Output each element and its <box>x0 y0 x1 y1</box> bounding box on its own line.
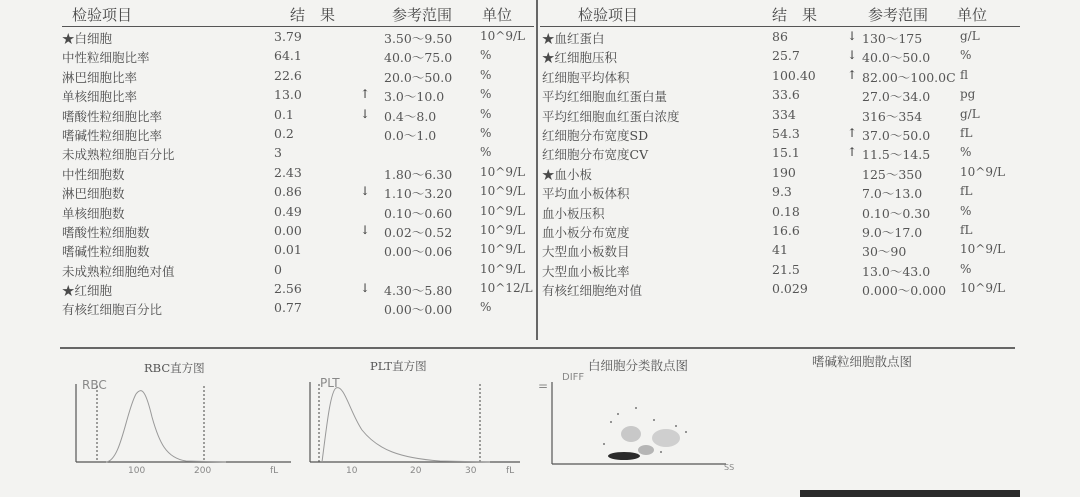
left-table-header <box>62 0 534 27</box>
result-value: 13.0 <box>274 87 302 103</box>
result-row <box>62 46 534 65</box>
result-unit: fL <box>960 222 973 237</box>
result-row <box>540 163 1020 182</box>
result-name: 嗜酸性粒细胞数 <box>62 224 150 240</box>
result-range: 82.00～100.0C <box>862 69 956 85</box>
result-range: 0.10～0.30 <box>862 205 931 221</box>
result-row <box>540 46 1020 65</box>
result-name: 中性细胞数 <box>62 166 125 182</box>
result-name: ★红细胞 <box>62 283 113 299</box>
result-name: 嗜碱性粒细胞比率 <box>62 127 163 143</box>
result-range: 30～90 <box>862 244 907 260</box>
rbc-tick-100: 100 <box>128 466 146 476</box>
result-unit: % <box>480 125 492 140</box>
rbc-histogram-title: RBC直方图 <box>144 361 205 375</box>
result-name: 红细胞分布宽度CV <box>542 147 649 163</box>
result-flag: ↑ <box>847 67 858 82</box>
result-unit: % <box>960 203 972 218</box>
result-name: 未成熟粒细胞百分比 <box>62 147 175 163</box>
result-unit: fl <box>960 67 969 82</box>
result-name: 平均血小板体积 <box>542 186 630 202</box>
result-value: 2.43 <box>274 164 302 180</box>
result-row <box>540 124 1020 143</box>
bottom-edge-stamp <box>800 490 1020 497</box>
result-value: 0.86 <box>274 184 302 200</box>
right-results-column <box>540 0 1020 298</box>
result-name: 嗜碱性粒细胞数 <box>62 244 150 260</box>
result-row <box>540 105 1020 124</box>
result-unit: fL <box>960 184 973 199</box>
result-unit: 10^9/L <box>480 222 525 237</box>
result-flag: ↓ <box>360 106 371 121</box>
result-row <box>540 182 1020 201</box>
result-name: 红细胞分布宽度SD <box>542 127 649 143</box>
result-range: 0.4～8.0 <box>384 108 437 124</box>
result-name: ★白细胞 <box>62 31 113 46</box>
result-name: 大型血小板比率 <box>542 263 630 279</box>
result-value: 3.79 <box>274 29 302 44</box>
result-unit: g/L <box>960 29 980 43</box>
result-range: 11.5～14.5 <box>862 147 931 163</box>
result-row <box>62 260 534 279</box>
plt-histogram-label: PLT <box>320 376 340 390</box>
result-row <box>540 240 1020 259</box>
result-row <box>540 143 1020 162</box>
result-unit: 10^9/L <box>960 164 1005 179</box>
result-row <box>62 163 534 182</box>
rbc-tick-200: 200 <box>194 466 212 476</box>
result-name: 淋巴细胞比率 <box>62 69 138 85</box>
right-table-header <box>540 0 1020 27</box>
header-unit: 单位 <box>957 6 988 24</box>
result-unit: % <box>480 48 492 63</box>
result-range: 37.0～50.0 <box>862 127 931 143</box>
result-name: 中性粒细胞比率 <box>62 50 150 66</box>
result-name: ★血红蛋白 <box>542 31 605 46</box>
result-unit: 10^9/L <box>480 203 525 218</box>
result-flag: ↓ <box>360 281 371 296</box>
result-name: 单核细胞比率 <box>62 89 138 105</box>
rbc-histogram-label: RBC <box>82 378 107 392</box>
result-row <box>62 221 534 240</box>
result-unit: 10^9/L <box>960 281 1005 296</box>
result-name: ★红细胞压积 <box>542 50 618 66</box>
result-value: 9.3 <box>772 184 792 200</box>
result-range: 7.0～13.0 <box>862 186 923 202</box>
result-unit: 10^9/L <box>480 29 525 43</box>
result-unit: % <box>960 145 972 160</box>
plt-histogram <box>300 372 530 476</box>
result-name: 平均红细胞血红蛋白量 <box>542 89 668 105</box>
result-value: 190 <box>772 164 796 180</box>
right-results-rows <box>540 27 1020 298</box>
result-row <box>540 260 1020 279</box>
result-value: 0.18 <box>772 203 800 219</box>
result-value: 0.1 <box>274 106 294 122</box>
result-value: 33.6 <box>772 87 800 103</box>
result-range: 0.10～0.60 <box>384 205 453 221</box>
plt-tick-20: 20 <box>410 466 422 476</box>
result-unit: % <box>480 67 492 82</box>
result-range: 1.80～6.30 <box>384 166 453 182</box>
result-row <box>540 66 1020 85</box>
result-row <box>62 182 534 201</box>
result-row <box>62 124 534 143</box>
left-results-column <box>62 0 534 318</box>
result-row <box>62 240 534 259</box>
result-name: 有核红细胞百分比 <box>62 302 163 318</box>
result-row <box>540 85 1020 104</box>
left-results-rows <box>62 27 534 318</box>
result-row <box>62 66 534 85</box>
result-unit: % <box>480 145 492 160</box>
result-value: 0.00 <box>274 222 302 238</box>
result-range: 13.0～43.0 <box>862 263 931 279</box>
result-value: 0.49 <box>274 203 302 219</box>
result-value: 334 <box>772 106 796 122</box>
result-value: 0.029 <box>772 281 808 297</box>
result-value: 21.5 <box>772 261 800 277</box>
result-unit: g/L <box>960 106 980 121</box>
diff-scatter-title: 白细胞分类散点图 <box>588 358 689 373</box>
result-unit: fL <box>960 125 973 140</box>
result-unit: 10^9/L <box>480 164 525 179</box>
result-range: 9.0～17.0 <box>862 224 923 240</box>
result-unit: % <box>480 106 492 121</box>
column-divider <box>536 0 538 340</box>
result-value: 41 <box>772 242 788 258</box>
result-range: 0.000～0.000 <box>862 283 947 299</box>
diff-scatter-label: DIFF <box>562 372 585 383</box>
result-range: 40.0～75.0 <box>384 50 453 66</box>
header-item: 检验项目 <box>578 6 639 24</box>
result-value: 2.56 <box>274 281 302 297</box>
result-row <box>62 202 534 221</box>
result-value: 54.3 <box>772 125 800 141</box>
result-name: 血小板压积 <box>542 205 605 221</box>
result-name: 单核细胞数 <box>62 205 125 221</box>
result-range: 0.02～0.52 <box>384 224 453 240</box>
result-unit: 10^9/L <box>960 242 1005 257</box>
result-unit: 10^9/L <box>480 242 525 257</box>
result-name: 平均红细胞血红蛋白浓度 <box>542 108 680 124</box>
result-range: 0.0～1.0 <box>384 127 437 143</box>
result-row <box>62 298 534 317</box>
result-range: 40.0～50.0 <box>862 50 931 66</box>
diff-axis-label: SS <box>724 463 735 472</box>
result-flag: ↓ <box>360 184 371 199</box>
result-row <box>540 202 1020 221</box>
result-row <box>62 85 534 104</box>
result-flag: ↑ <box>847 145 858 160</box>
plt-tick-unit: fL <box>506 466 515 476</box>
baso-scatter-title: 嗜碱粒细胞散点图 <box>812 354 913 369</box>
result-name: 大型血小板数目 <box>542 244 630 260</box>
result-range: 3.0～10.0 <box>384 89 445 105</box>
rbc-tick-unit: fL <box>270 466 279 476</box>
result-flag: ↓ <box>847 48 858 63</box>
result-row <box>540 221 1020 240</box>
result-flag: ↑ <box>360 87 371 102</box>
result-name: 未成熟粒细胞绝对值 <box>62 263 175 279</box>
result-flag: ↓ <box>847 29 858 43</box>
result-unit: pg <box>960 87 976 102</box>
histogram-separator <box>60 347 1015 349</box>
result-unit: % <box>480 300 492 315</box>
result-range: 125～350 <box>862 166 923 182</box>
result-name: ★血小板 <box>542 166 593 182</box>
header-unit: 单位 <box>482 6 513 24</box>
result-name: 嗜酸性粒细胞比率 <box>62 108 163 124</box>
result-value: 22.6 <box>274 67 302 83</box>
rbc-histogram <box>66 372 296 476</box>
result-flag: ↓ <box>360 222 371 237</box>
plt-tick-30: 30 <box>465 466 477 476</box>
header-result: 结 果 <box>772 6 818 24</box>
result-range: 20.0～50.0 <box>384 69 453 85</box>
result-unit: 10^9/L <box>480 184 525 199</box>
result-range: 3.50～9.50 <box>384 31 453 46</box>
result-value: 0.77 <box>274 300 302 316</box>
result-value: 0.01 <box>274 242 302 258</box>
result-row <box>62 27 534 46</box>
result-range: 0.00～0.00 <box>384 302 453 318</box>
header-item: 检验项目 <box>72 6 133 24</box>
result-row <box>540 27 1020 46</box>
result-row <box>62 105 534 124</box>
result-unit: 10^12/L <box>480 281 533 296</box>
header-range: 参考范围 <box>868 6 929 24</box>
result-value: 0 <box>274 261 282 277</box>
result-range: 130～175 <box>862 31 923 46</box>
result-name: 血小板分布宽度 <box>542 224 630 240</box>
result-row <box>62 279 534 298</box>
result-name: 有核红细胞绝对值 <box>542 283 643 299</box>
result-value: 3 <box>274 145 282 161</box>
result-row <box>540 279 1020 298</box>
diff-side-mark: = <box>538 379 549 393</box>
result-range: 27.0～34.0 <box>862 89 931 105</box>
plt-histogram-title: PLT直方图 <box>370 359 427 373</box>
result-value: 86 <box>772 29 788 44</box>
diff-scatterplot <box>536 368 746 472</box>
result-range: 316～354 <box>862 108 923 124</box>
plt-tick-10: 10 <box>346 466 358 476</box>
result-range: 4.30～5.80 <box>384 283 453 299</box>
result-range: 0.00～0.06 <box>384 244 453 260</box>
result-value: 16.6 <box>772 222 800 238</box>
result-unit: % <box>960 48 972 63</box>
result-unit: 10^9/L <box>480 261 525 276</box>
result-value: 25.7 <box>772 48 800 64</box>
result-unit: % <box>480 87 492 102</box>
result-value: 64.1 <box>274 48 302 64</box>
result-name: 红细胞平均体积 <box>542 69 630 85</box>
result-name: 淋巴细胞数 <box>62 186 125 202</box>
result-value: 0.2 <box>274 125 294 141</box>
header-result: 结 果 <box>290 6 336 24</box>
result-flag: ↑ <box>847 125 858 140</box>
result-row <box>62 143 534 162</box>
result-value: 15.1 <box>772 145 800 161</box>
header-range: 参考范围 <box>392 6 453 24</box>
result-unit: % <box>960 261 972 276</box>
result-value: 100.40 <box>772 67 816 83</box>
result-range: 1.10～3.20 <box>384 186 453 202</box>
